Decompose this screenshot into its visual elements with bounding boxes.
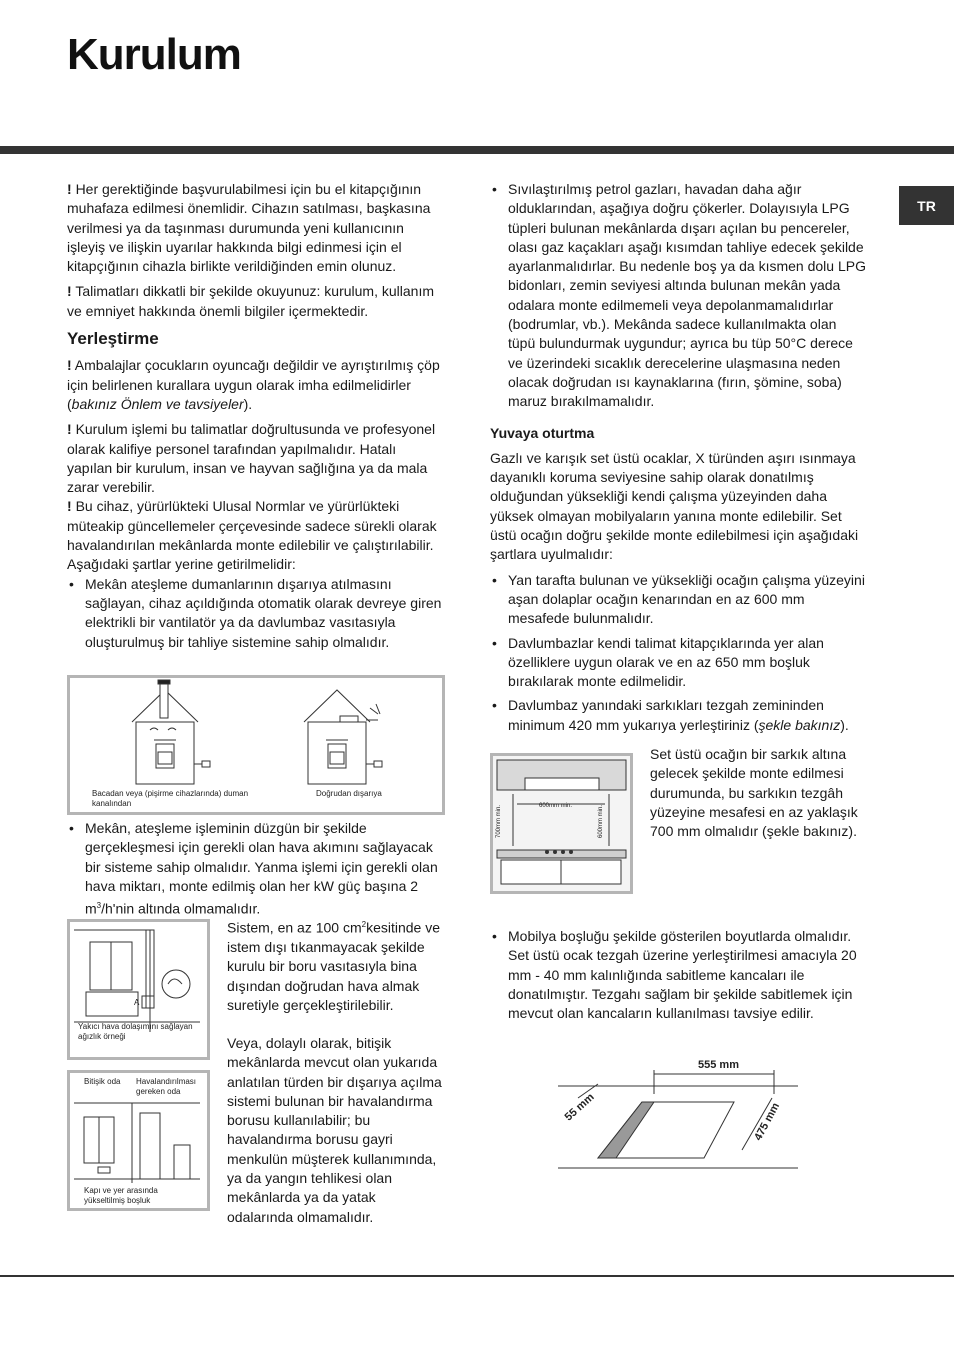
subsection-title-fitting: Yuvaya oturtma	[490, 424, 595, 441]
list-item-side-cabinets: • Yan tarafta bulunan ve yüksekliği ocağın çalışma yüzeyini aşan dolaplar ocağın kenarından en az 600 mm mesafede bulunmalıdır.	[490, 571, 866, 629]
list-item-lpg: • Sıvılaştırılmış petrol gazları, havadan daha ağır olduklarından, aşağıya doğru çökerler. Dolayısıyla LPG tüpleri bulunan mekânlarda dışarı açılan bu pencereler, olası gaz kaçakları aşağı kısımdan tahliye edecek şekilde ayarlanmalıdırlar. Bu nedenle boş ya da kısmen dolu LPG bidonları, zemin seviyesi altında bulunan mekân yada odalara monte edilmemeli veya depolanmamalıdırlar (bodrumlar, vb.). Mekânda sadece kullanılmakta olan tüpü bulundurmak uygundur; ayrıca bu tüp 50°C derece ve üzerindeki sıcaklık derecelerine ulaşmasına neden olacak doğrudan ısı kaynaklarına (fırın, şömine, soba) maruz bırakılmamalıdır.	[490, 180, 866, 412]
side-text-overhang: Set üstü ocağın bir sarkık altına gelecek şekilde monte edilmesi durumunda, bu sarkıkın tezgâh yüzeyine mesafesi en az yaklaşık 700 mm olmalıdır (şekle bakınız).	[650, 746, 858, 840]
page-title: Kurulum	[67, 30, 241, 79]
dimension-width: 555 mm	[698, 1059, 739, 1071]
right-column-top	[490, 180, 866, 735]
figure-air-vent	[67, 919, 210, 1060]
side-text-indirect-air: Veya, dolaylı olarak, bitişik mekânlarda mevcut olan yukarıda anlatılan türden bir dışarıya açılma sistemi bulunan bir havalandırma borusu kullanılabilir; bu havalandırma borusu gayri menkulün müşterek kullanımında, ya da yangın tehlikesi olan mekânlarda ya da yatak odalarında olmamalıdır.	[227, 1035, 442, 1225]
placement-paragraph-1: ! Ambalajlar çocukların oyuncağı değildir ve ayrıştırılmış çöp için belirlenen kurallara uygun olarak imha edilmelidirler (bakınız Önlem ve tavsiyeler).	[67, 357, 440, 412]
section-title-placement: Yerleştirme	[67, 329, 159, 349]
left-column-top	[67, 180, 445, 652]
dimension-margin: 55 mm	[562, 1091, 597, 1124]
figure-label-adjacent: Bitişik oda	[84, 1077, 121, 1086]
list-item-hoods: • Davlumbazlar kendi talimat kitapçıklarında yer alan özelliklere uygun olarak ve en az 650 mm boşluk bırakılarak monte edilmelidir.	[490, 634, 866, 692]
figure-exhaust-systems	[67, 675, 445, 815]
figure-label-ventilated: Havalandırılması gereken oda	[136, 1077, 197, 1096]
intro-paragraph-1: ! Her gerektiğinde başvurulabilmesi için bu el kitapçığının muhafaza edilmesi önemlidir. Cihazın satılması, başkasına verilmesi ya da taşınması durumunda yeni kullanıcının işleyiş ve ilişkin uyarılar hakkında bilgi edinmesi için el kitapçığının cihazla birlikte verildiğinden emin olunuz.	[67, 181, 431, 275]
left-column-middle	[67, 819, 445, 919]
list-item-exhaust: • Mekân ateşleme dumanlarının dışarıya atılmasını sağlayan, cihaz açıldığında otomatik olarak devreye giren elektrikli bir vantilatör ya da davlumbaz vasıtasıyla oluşturulmuş bir tahliye sistemine sahip olmalıdır.	[67, 575, 445, 652]
list-item-wall-units: • Davlumbaz yanındaki sarkıkları tezgah zemininden minimum 420 mm yukarıya yerleştiriniz (şekle bakınız).	[490, 696, 866, 735]
language-tab[interactable]: TR	[899, 186, 954, 225]
top-divider	[0, 146, 954, 154]
figure-label-a: A	[134, 998, 140, 1007]
figure-caption-chimney: Bacadan veya (pişirme cihazlarında) duman kanalından	[92, 789, 249, 808]
figure-label-600-right: 600mm min.	[598, 804, 604, 838]
right-column-bottom	[490, 927, 866, 1023]
intro-paragraph-2: ! Talimatları dikkatli bir şekilde okuyunuz: kurulum, kullanım ve emniyet hakkında önemli bilgiler içermektedir.	[67, 283, 435, 319]
bottom-divider	[0, 1275, 954, 1277]
side-text-direct-air: Sistem, en az 100 $cm^2kesitinde$ ve istem dışı tıkanmayacak şekilde kurulu bir boru vasıtasıyla bina dışından doğrudan hava almak suretiyle gerçekleştirilebilir.	[227, 919, 441, 1013]
figure-caption-door-gap: Kapı ve yer arasında yükseltilmiş boşluk	[84, 1186, 158, 1205]
figure-cutout-dimensions	[558, 1058, 800, 1208]
figure-hood-clearance	[490, 753, 633, 894]
figure-adjacent-room	[67, 1070, 210, 1211]
list-item-airflow: • Mekân, ateşleme işleminin düzgün bir şekilde gerçekleşmesi için gerekli olan hava akımını sağlayacak bir sisteme sahip olmalıdır. Yanma işlemi için gerekli olan hava miktarı, monte edilmiş olan her kW güç başına 2 $m^3/h'nin$ altında olmamalıdır.	[67, 819, 445, 919]
figure-caption-vent: Yakıcı hava dolaşımını sağlayan ağızlık örneği	[78, 1022, 193, 1041]
figure-caption-outside: Doğrudan dışarıya	[316, 789, 382, 798]
figure-label-700: 700mm min.	[496, 804, 502, 838]
dimension-depth: 475 mm	[752, 1100, 783, 1143]
figure-label-600-center: 600mm min.	[539, 803, 573, 809]
placement-paragraph-3: ! Bu cihaz, yürürlükteki Ulusal Normlar ve yürürlükteki müteakip güncellemeler çerçevesinde sadece sürekli olarak havalandırılan mekânlarda monte edilebilir ve çalıştırılabilir. Aşağıdaki şartlar yerine getirilmelidir:	[67, 498, 437, 573]
fitting-paragraph: Gazlı ve karışık set üstü ocaklar, X türünden aşırı ısınmaya dayanıklı koruma seviyesine sahip olarak donatılmış olduğundan yüksekliği kendi çalışma yüzeyinden daha yüksek olmayan mobilyaların yanına monte edilebilir. Set üstü ocağın doğru şekilde monte edilebilmesi için aşağıdaki şartlara uyulmalıdır:	[490, 449, 859, 563]
placement-paragraph-2: ! Kurulum işlemi bu talimatlar doğrultusunda ve profesyonel olarak kalifiye personel tarafından yapılmalıdır. Hatalı yapılan bir kurulum, insan ve hayvan sağlığına ya da mala zarar verebilir.	[67, 421, 436, 496]
list-item-cutout: • Mobilya boşluğu şekilde gösterilen boyutlarda olmalıdır. Set üstü ocak tezgah üzerine yerleştirilmesi amacıyla 20 mm - 40 mm kalınlığında sabitleme kancaları ile donatılmıştır. Tezgahı sağlam bir şekilde sabitlemek için mevcut olan kancaların kullanılması tavsiye edilir.	[490, 927, 866, 1023]
